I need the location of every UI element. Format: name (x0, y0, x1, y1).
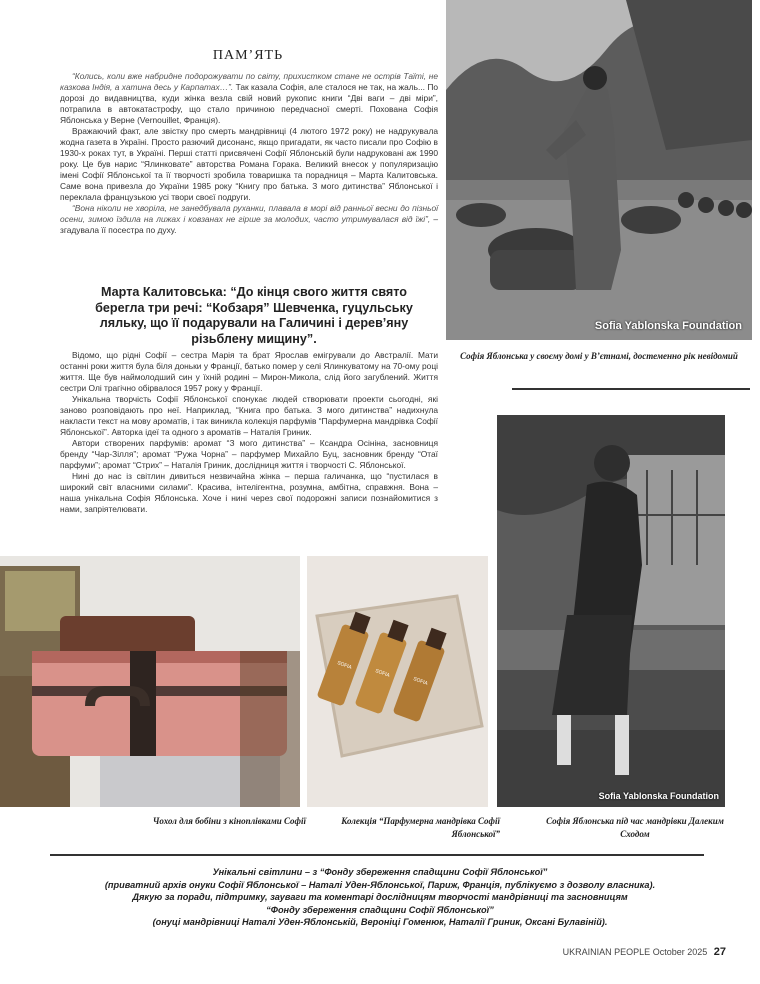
perfume-label: SOFIA (412, 676, 429, 687)
photo-credits (40, 866, 720, 929)
caption-perfume: Колекція “Парфумерна мандрівка Софії Яблонської” (341, 816, 500, 839)
caption-home-vietnam: Софія Яблонська у своєму домі у В’єтнамі, достеменно рік невідомий (460, 351, 738, 361)
paragraph-text: Так казала Софія, але сталося не так, на жаль... По дорозі до видавництва, куди жінка везла свій новий рукопис книги “Дві ваги – дві міри”, потрапила в автокатастрофу, що стало причиною передчасної смерті. Похована Софія Яблонська у Верне (Vernouillet, Франція). (60, 82, 438, 125)
intro-paragraph (60, 71, 438, 126)
photo-perfume-collection (307, 556, 488, 807)
perfume-label: SOFIA (374, 668, 391, 679)
photo-home-vietnam (446, 0, 752, 340)
credits-line: “Фонду збереження спадщини Софії Яблонської” (266, 904, 494, 915)
body-paragraph: Відомо, що рідні Софії – сестра Марія та брат Ярослав емігрували до Австралії. Мати останні роки життя була біля доньки у Франції, батько помер у селі Ялинкуватому на 70-ому році життя. Ще був наймолодший син у їхній родині – Мирон-Микола, слід його загублений. Життя сестри Олі трагічно обірвалося 1957 року у Франції. (60, 350, 438, 393)
body-paragraph: Автори створених парфумів: аромат “З мого дитинства” – Ксандра Осініна, засновниця бренду “Чар-Зілля”; аромат “Ружа Чорна” – парфумер Михайло Буц, засновник бренду “Отаї парфуми”; аромат “Стрих” – Наталія Гриник, дослідниця життя і творчості С. Яблонської. (60, 438, 438, 470)
intro-column (60, 71, 438, 236)
body-column (60, 350, 438, 515)
quote-text: “Вона ніколи не хворіла, не занедбувала руханки, плавала в морі від ранньої весни до пізньої осени, зимою їздила на лижах і ковзанах не гірше за молодих, часто утримувалася від їжі”, (60, 203, 438, 224)
section-title: ПАМ’ЯТЬ (212, 48, 284, 63)
caption-film-case: Чохол для бобіни з кіноплівками Софії (152, 816, 306, 826)
divider (512, 388, 750, 390)
divider (50, 854, 704, 856)
paragraph-text: – згадувала її посестра по духу. (60, 214, 438, 235)
photo-home-vietnam-image (446, 0, 752, 340)
body-paragraph: Унікальна творчість Софії Яблонської спонукає людей створювати проекти сьогодні, які заново розповідають про неї. Наприклад, “Книга про батька. З мого дитинства” надихнула накласти текст на мову ароматів, і так виникла колекція парфумів “Парфумерна мандрівка Софії Яблонської”. Авторка ідеї та одного з ароматів – Наталія Гриник. (60, 394, 438, 437)
photo-far-east-travel (497, 415, 725, 807)
credits-line: (онуці мандрівниці Наталі Уден-Яблонській, Вероніці Гоменюк, Наталії Гриник, Оксані Булавіній). (152, 917, 608, 927)
intro-paragraph: Вражаючий факт, але звістку про смерть мандрівниці (4 лютого 1972 року) не надрукувала жодна газета в Україні. Просто разючий дисонанс, якщо пригадати, як часто писали про Софію в 1930-х роках тут, в Україні. Перші статті присвячені Софії Яблонській були надруковані аж 1990 року. Це був нарис “Ялинковате” авторства Романа Горака. Великий внесок у популяризацію імені Софії Яблонської та її творчості зробила товаришка та порадниця – Марта Калитовська. Саме вона привезла до України 1985 року “Книгу про батька. З мого дитинства” Яблонської і переклала французькою усі твори своєї подруги. (60, 126, 438, 202)
quote-text: “Колись, коли вже набридне подорожувати по світу, прихистком стане не острів Таїті, не казкова Індія, а хатина десь у Карпатах…”. (60, 71, 438, 92)
magazine-name: UKRAINIAN PEOPLE (562, 947, 651, 957)
page-footer (563, 946, 726, 958)
body-paragraph: Нині до нас із світлин дивиться незвичайна жінка – перша галичанка, що “пустилася в широкий світ власними силами”. Красива, інтелігентна, розумна, амбітна, справжня. Вона – наша унікальна Софія Яблонська. Хоче і нині через свої подорожні записи познайомитися з нами, запріятелювати. (60, 471, 438, 514)
intro-paragraph (60, 203, 438, 236)
page-number: 27 (713, 946, 726, 958)
credits-line: (приватний архів онуки Софії Яблонської – Наталі Уден-Яблонської, Париж, Франція, публікуємо з дозволу власника). (104, 879, 656, 890)
pull-quote: Марта Калитовська: “До кінця свого життя свято берегла три речі: “Кобзаря” Шевченка, гуцульську ляльку, що її подарували на Галичині і дерев’яну різьблену мищину”. (95, 285, 413, 346)
photo-film-case (0, 556, 300, 807)
credits-line: Унікальні світлини – з “Фонду збереження спадщини Софії Яблонської” (212, 867, 548, 877)
watermark: Sofia Yablonska Foundation (598, 791, 719, 801)
perfume-label: SOFIA (336, 660, 353, 671)
issue-date: October 2025 (652, 947, 708, 957)
photo-film-case-image (0, 556, 300, 807)
photo-far-east-travel-image (497, 415, 725, 807)
photo-perfume-collection-image (307, 556, 488, 807)
watermark: Sofia Yablonska Foundation (594, 320, 742, 332)
credits-line: Дякую за поради, підтримку, зауваги та коментарі дослідницям творчості мандрівниці та засновницям (132, 892, 628, 902)
caption-far-east: Софія Яблонська під час мандрівки Далеким Сходом (546, 816, 724, 839)
